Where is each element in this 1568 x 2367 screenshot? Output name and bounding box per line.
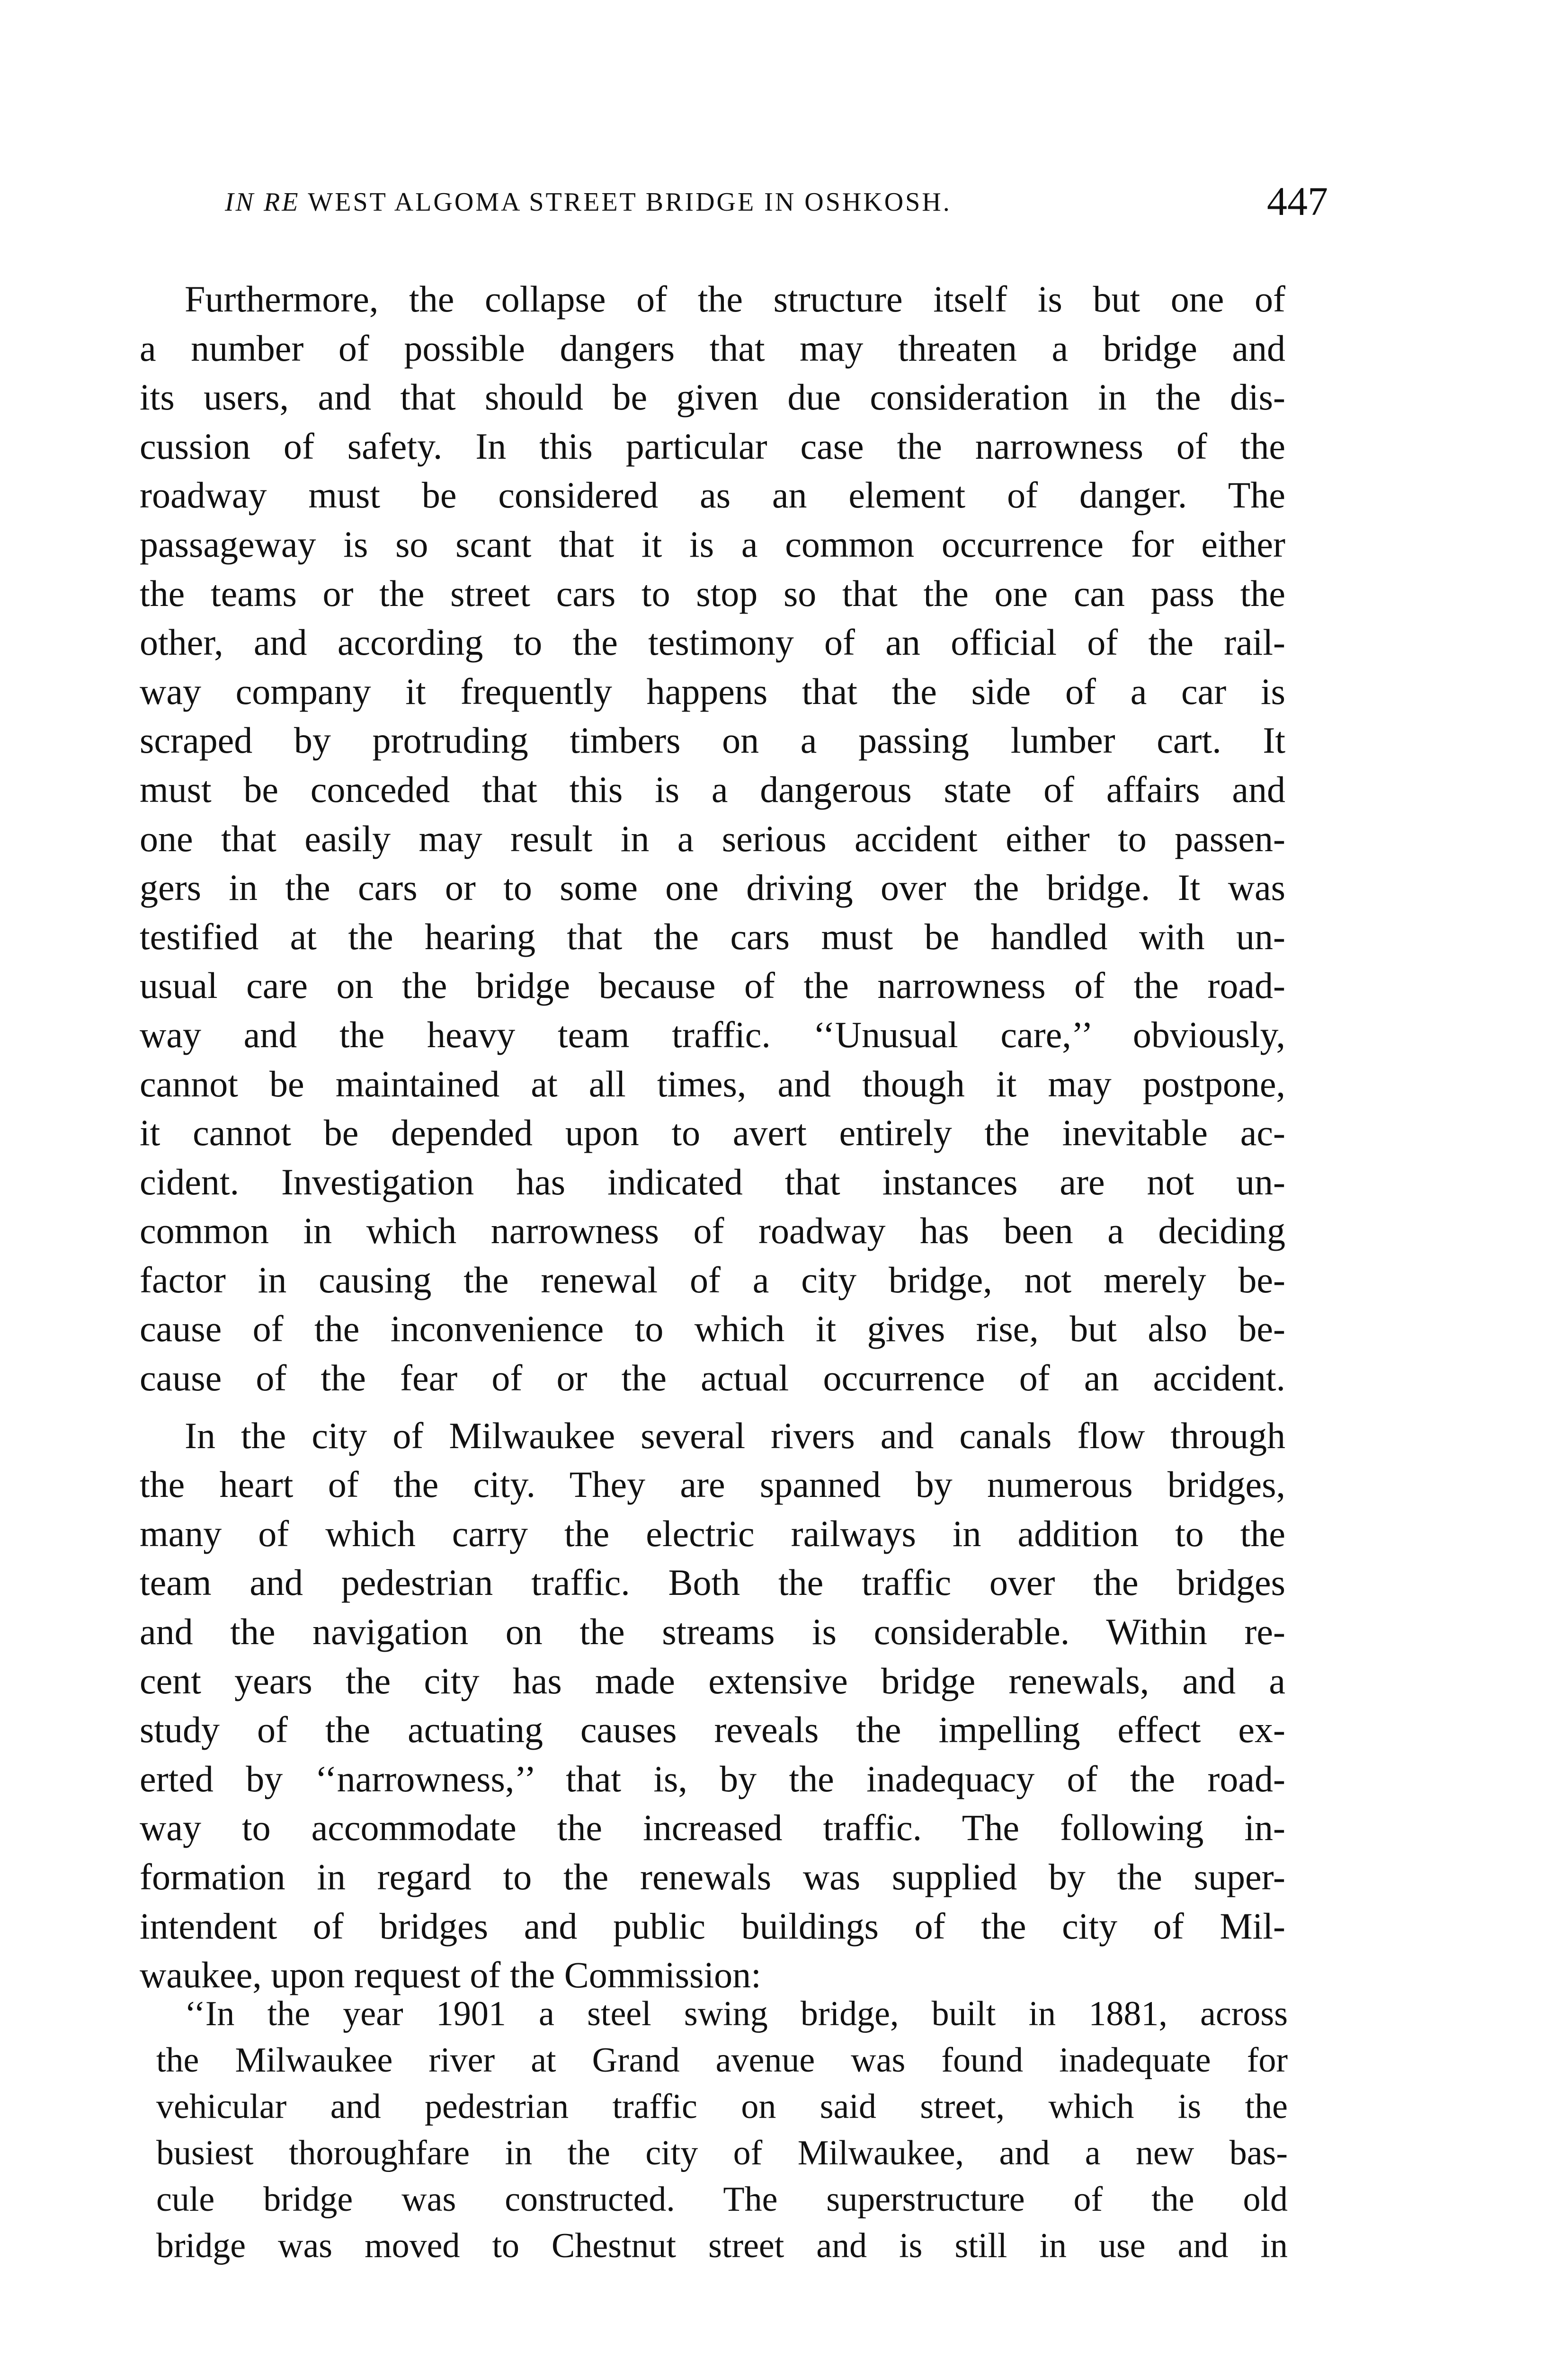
- running-title: [225, 187, 952, 217]
- text-line: team and pedestrian traffic. Both the traffic over the bridges: [140, 1562, 1285, 1603]
- quoted-block: [156, 1991, 1288, 2269]
- text-line: many of which carry the electric railways in addition to the: [140, 1513, 1285, 1554]
- text-line: testified at the hearing that the cars must be handled with un-: [140, 916, 1285, 957]
- page-number: 447: [1267, 178, 1328, 224]
- text-line: Furthermore, the collapse of the structure itself is but one of: [185, 278, 1285, 320]
- body-text: [140, 275, 1285, 2008]
- quote-line: vehicular and pedestrian traffic on said street, which is the: [156, 2087, 1288, 2126]
- text-line: scraped by protruding timbers on a passing lumber cart. It: [140, 720, 1285, 761]
- text-line: cannot be maintained at all times, and though it may postpone,: [140, 1063, 1285, 1104]
- text-line: way company it frequently happens that the side of a car is: [140, 670, 1285, 712]
- text-line: the heart of the city. They are spanned by numerous bridges,: [140, 1464, 1285, 1505]
- quote-line: cule bridge was constructed. The superstructure of the old: [156, 2180, 1288, 2219]
- text-line: roadway must be considered as an element of danger. The: [140, 474, 1285, 516]
- text-line: factor in causing the renewal of a city bridge, not merely be-: [140, 1259, 1285, 1300]
- running-title-italic: IN RE: [225, 187, 300, 217]
- text-line: erted by ‘‘narrowness,’’ that is, by the inadequacy of the road-: [140, 1758, 1285, 1799]
- text-line: one that easily may result in a serious accident either to passen-: [140, 818, 1285, 859]
- text-line: it cannot be depended upon to avert entirely the inevitable ac-: [140, 1112, 1285, 1154]
- quote-line: ‘‘In the year 1901 a steel swing bridge, built in 1881, across: [185, 1994, 1288, 2033]
- text-line: cause of the inconvenience to which it gives rise, but also be-: [140, 1308, 1285, 1350]
- text-line: In the city of Milwaukee several rivers and canals flow through: [185, 1415, 1285, 1456]
- text-line: cussion of safety. In this particular case the narrowness of the: [140, 425, 1285, 467]
- text-line: formation in regard to the renewals was supplied by the super-: [140, 1856, 1285, 1897]
- text-line: usual care on the bridge because of the narrowness of the road-: [140, 965, 1285, 1006]
- text-line: passageway is so scant that it is a common occurrence for either: [140, 523, 1285, 565]
- text-line: common in which narrowness of roadway has been a deciding: [140, 1210, 1285, 1252]
- text-line: waukee, upon request of the Commission:: [140, 1954, 761, 1996]
- quote-line: the Milwaukee river at Grand avenue was found inadequate for: [156, 2041, 1288, 2080]
- quote-line: bridge was moved to Chestnut street and is still in use and in: [156, 2226, 1288, 2265]
- text-line: cause of the fear of or the actual occurrence of an accident.: [140, 1357, 1285, 1399]
- paragraph-1: [140, 275, 1285, 1403]
- text-line: a number of possible dangers that may threaten a bridge and: [140, 327, 1285, 369]
- paragraph-2: [140, 1411, 1285, 2000]
- text-line: gers in the cars or to some one driving over the bridge. It was: [140, 867, 1285, 908]
- text-line: other, and according to the testimony of an official of the rail-: [140, 622, 1285, 663]
- text-line: cident. Investigation has indicated that instances are not un-: [140, 1161, 1285, 1202]
- text-line: the teams or the street cars to stop so that the one can pass the: [140, 572, 1285, 614]
- text-line: study of the actuating causes reveals the impelling effect ex-: [140, 1709, 1285, 1751]
- running-head: [225, 178, 1328, 230]
- quote-line: busiest thoroughfare in the city of Milwaukee, and a new bas-: [156, 2134, 1288, 2172]
- text-line: way to accommodate the increased traffic. The following in-: [140, 1807, 1285, 1849]
- text-line: cent years the city has made extensive bridge renewals, and a: [140, 1660, 1285, 1701]
- running-title-text: WEST ALGOMA STREET BRIDGE IN OSHKOSH.: [308, 187, 952, 217]
- text-line: intendent of bridges and public buildings of the city of Mil-: [140, 1905, 1285, 1947]
- text-line: its users, and that should be given due consideration in the dis-: [140, 376, 1285, 418]
- text-line: must be conceded that this is a dangerous state of affairs and: [140, 768, 1285, 810]
- text-line: way and the heavy team traffic. ‘‘Unusual care,’’ obviously,: [140, 1014, 1285, 1055]
- text-line: and the navigation on the streams is considerable. Within re-: [140, 1611, 1285, 1653]
